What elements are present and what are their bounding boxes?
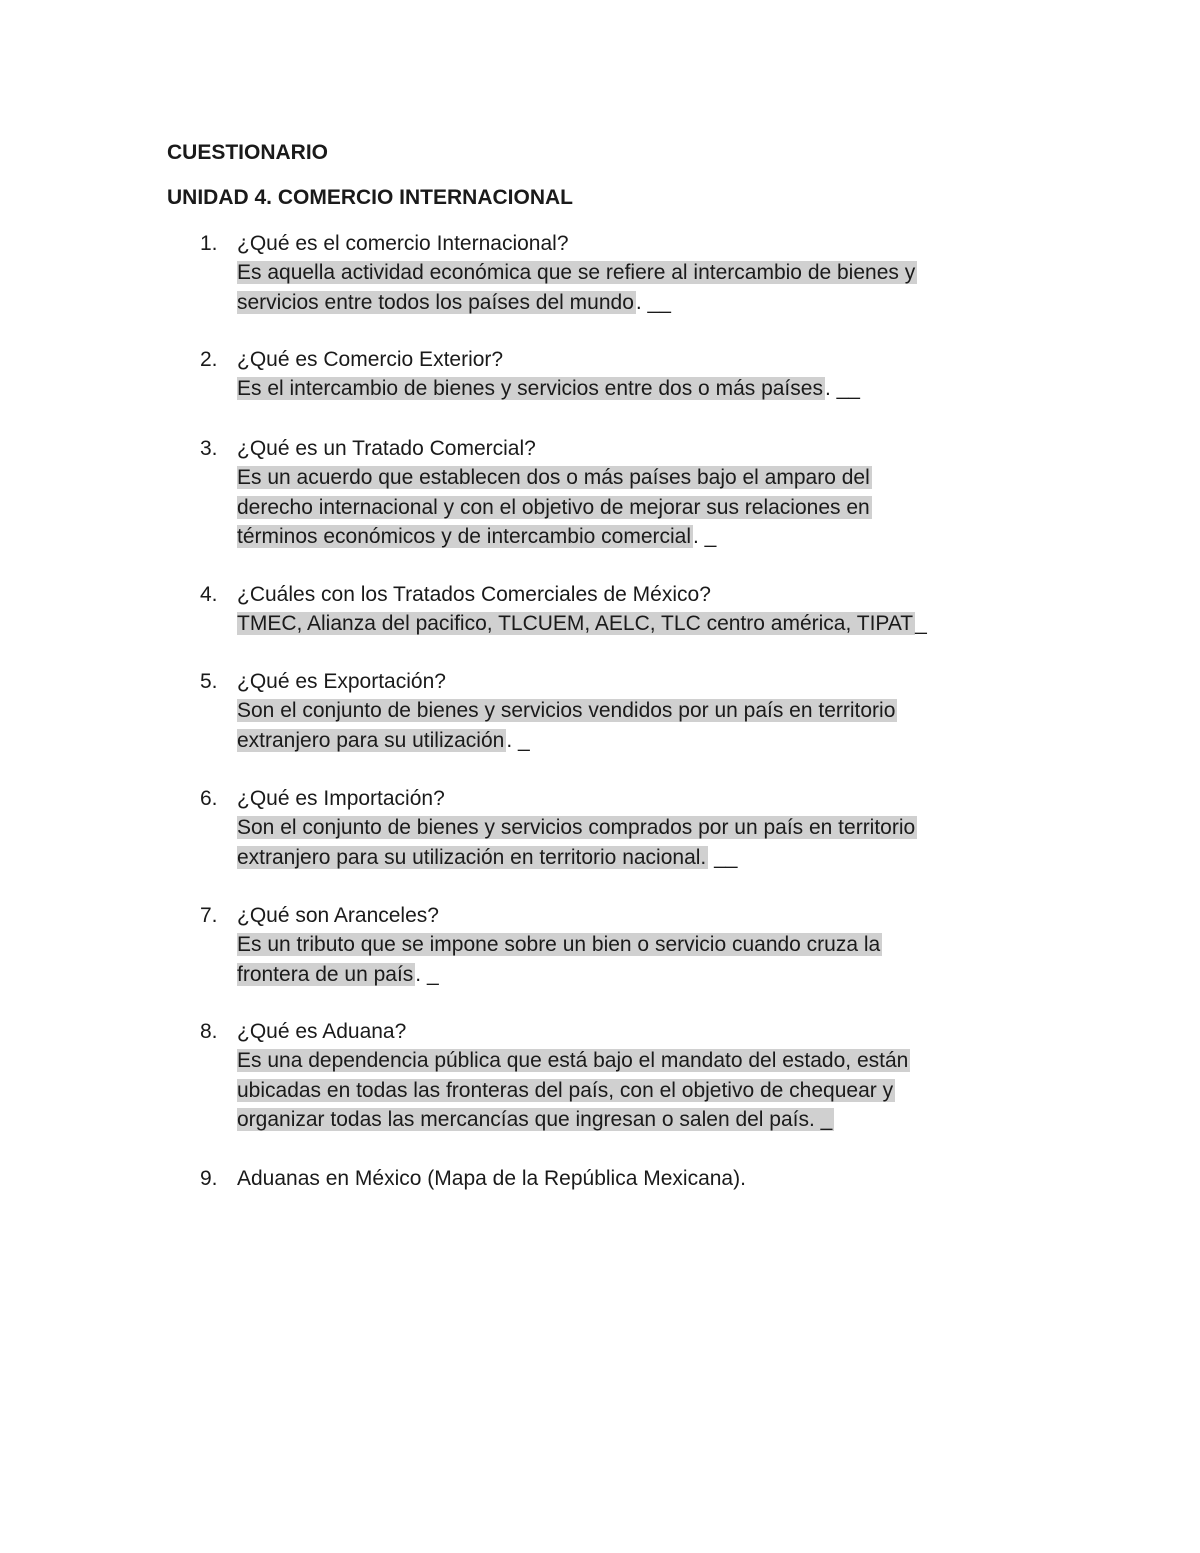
answer-line: términos económicos y de intercambio comercial. _ [237,524,717,548]
question-text: ¿Qué es Comercio Exterior? [237,348,504,371]
question-item-1 [200,229,1030,317]
item-number: 2. [200,348,218,371]
question-item-2 [200,345,1030,404]
answer-blank: . _ [415,962,439,986]
answer-blank: . __ [635,290,671,314]
answer-line: Es aquella actividad económica que se refiere al intercambio de bienes y [237,261,916,285]
answer-line: extranjero para su utilización. _ [237,728,530,752]
item-number: 7. [200,904,218,927]
answer-line: Son el conjunto de bienes y servicios comprados por un país en territorio [237,816,916,840]
item-number: 3. [200,437,218,460]
question-text: ¿Cuáles con los Tratados Comerciales de México? [237,583,711,606]
answer-line: Es un tributo que se impone sobre un bien o servicio cuando cruza la [237,933,881,957]
answer-blank: __ [708,845,738,869]
answer-line: ubicadas en todas las fronteras del país, con el objetivo de chequear y [237,1078,894,1102]
item-number: 6. [200,787,218,810]
answer-line: Es un acuerdo que establecen dos o más países bajo el amparo del [237,466,870,490]
item-number: 8. [200,1020,218,1043]
item-number: 5. [200,670,218,693]
answer-line: servicios entre todos los países del mundo. __ [237,290,671,314]
item-number: 1. [200,232,218,255]
answer-line: Son el conjunto de bienes y servicios vendidos por un país en territorio [237,699,896,723]
answer-blank: . __ [824,377,860,401]
question-item-5 [200,667,1030,755]
document-title: CUESTIONARIO [167,141,329,164]
question-text: ¿Qué son Aranceles? [237,904,439,927]
question-item-8 [200,1017,1030,1134]
question-item-4 [200,580,1030,639]
item-number: 9. [200,1167,218,1190]
answer-line: Es una dependencia pública que está bajo el mandato del estado, están [237,1049,909,1073]
answer-line: Es el intercambio de bienes y servicios entre dos o más países. __ [237,377,860,401]
answer-line: derecho internacional y con el objetivo de mejorar sus relaciones en [237,495,870,519]
question-text: ¿Qué es Importación? [237,787,445,810]
question-text: ¿Qué es el comercio Internacional? [237,232,569,255]
question-text: Aduanas en México (Mapa de la República Mexicana). [237,1167,746,1190]
item-number: 4. [200,583,218,606]
answer-line: frontera de un país. _ [237,962,439,986]
question-item-6 [200,784,1030,872]
document-subtitle: UNIDAD 4. COMERCIO INTERNACIONAL [167,186,574,209]
question-item-7 [200,901,1030,989]
question-text: ¿Qué es Exportación? [237,670,446,693]
question-item-9 [200,1164,1030,1193]
answer-blank: . _ [693,524,717,548]
question-text: ¿Qué es Aduana? [237,1020,407,1043]
answer-line: organizar todas las mercancías que ingresan o salen del país. _ [237,1107,833,1131]
question-text: ¿Qué es un Tratado Comercial? [237,437,536,460]
answer-line: extranjero para su utilización en territorio nacional. __ [237,845,738,869]
answer-line: TMEC, Alianza del pacifico, TLCUEM, AELC, TLC centro américa, TIPAT_ [237,612,927,636]
question-item-3 [200,434,1030,551]
answer-blank: . _ [506,728,530,752]
answer-blank: _ [915,612,927,636]
